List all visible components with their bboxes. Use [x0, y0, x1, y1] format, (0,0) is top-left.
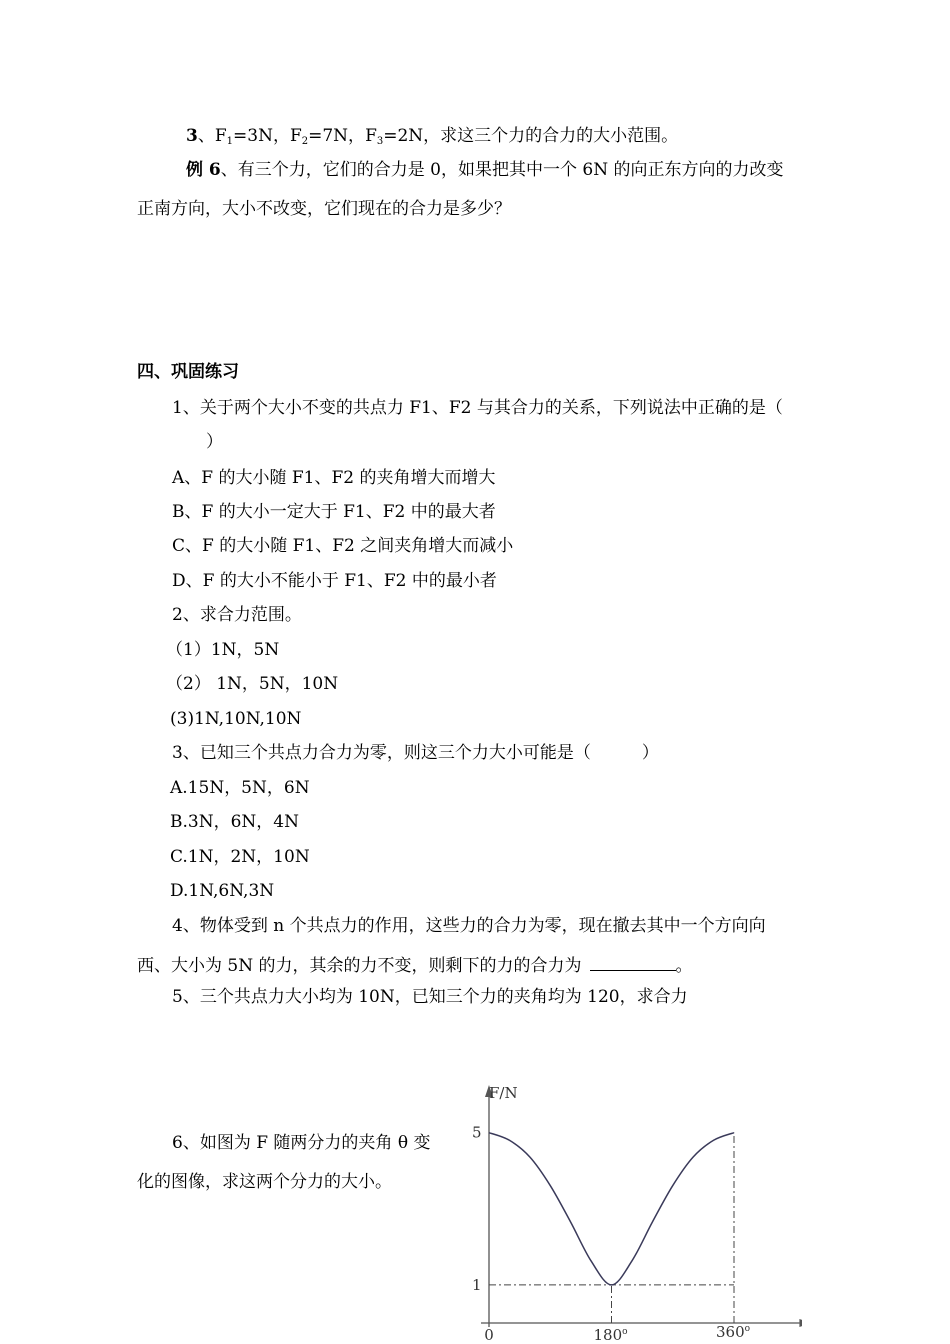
q1-option-c: C、F 的大小随 F1、F2 之间夹角增大而减小: [172, 536, 514, 556]
q4-line2: 西、大小为 5N 的力，其余的力不变，则剩下的力的合力为 。: [137, 956, 693, 976]
f-theta-graph: [462, 1080, 802, 1342]
section-title: 四、巩固练习: [137, 362, 239, 382]
q5-text: 5、三个共点力大小均为 10N，已知三个力的夹角均为 120，求合力: [172, 987, 688, 1007]
q1-option-b: B、F 的大小一定大于 F1、F2 中的最大者: [172, 502, 496, 522]
q2-stem: 2、求合力范围。: [172, 605, 302, 625]
guide-lines: [489, 1133, 734, 1323]
tick-labels: [472, 1124, 750, 1342]
f-curve: [489, 1133, 734, 1285]
q4-line1: 4、物体受到 n 个共点力的作用，这些力的合力为零，现在撤去其中一个方向向: [172, 916, 766, 936]
x-tick-label-2: 360$^o$: [716, 1323, 751, 1341]
q1-option-a: A、F 的大小随 F1、F2 的夹角增大而增大: [172, 468, 496, 488]
example-6-label: 例 6: [186, 160, 221, 180]
q1-stem-close: ）: [206, 432, 223, 452]
x-tick-label-1: 180$^o$: [593, 1326, 628, 1342]
x-tick-label-0: 0: [484, 1326, 494, 1342]
q1-stem: 1、关于两个大小不变的共点力 F1、F2 与其合力的关系，下列说法中正确的是（: [172, 398, 783, 418]
q3-stem: 3、已知三个共点力合力为零，则这三个力大小可能是（ ）: [172, 743, 659, 763]
q2-item-2: （2） 1N，5N，10N: [166, 674, 339, 694]
y-axis-label: F/N: [489, 1084, 518, 1102]
q3-option-c: C.1N，2N，10N: [170, 847, 310, 867]
example-6-line2: 正南方向，大小不改变，它们现在的合力是多少？: [137, 199, 511, 219]
example-3-number: 3: [186, 126, 198, 146]
x-axis-arrow: [799, 1319, 802, 1327]
q3-option-a: A.15N，5N，6N: [170, 778, 310, 798]
answer-blank[interactable]: [590, 954, 676, 971]
y-tick-label-0: 5: [472, 1123, 482, 1142]
q3-option-b: B.3N，6N，4N: [170, 812, 299, 832]
q6-line2: 化的图像，求这两个分力的大小。: [137, 1172, 392, 1192]
y-tick-label-1: 1: [472, 1275, 482, 1294]
example-6-line1: 例 6、有三个力，它们的合力是 0，如果把其中一个 6N 的向正东方向的力改变: [186, 160, 784, 180]
example-3: 3、$F_1=3N$，$F_2=7N$，$F_3=2N$，求这三个力的合力的大小范围。: [186, 126, 679, 147]
q6-line1: 6、如图为 F 随两分力的夹角 θ 变: [172, 1133, 431, 1153]
q2-item-3: (3)1N,10N,10N: [170, 709, 302, 729]
q2-item-1: （1）1N，5N: [166, 640, 280, 660]
q1-option-d: D、F 的大小不能小于 F1、F2 中的最小者: [172, 571, 497, 591]
q3-option-d: D.1N,6N,3N: [170, 881, 275, 901]
